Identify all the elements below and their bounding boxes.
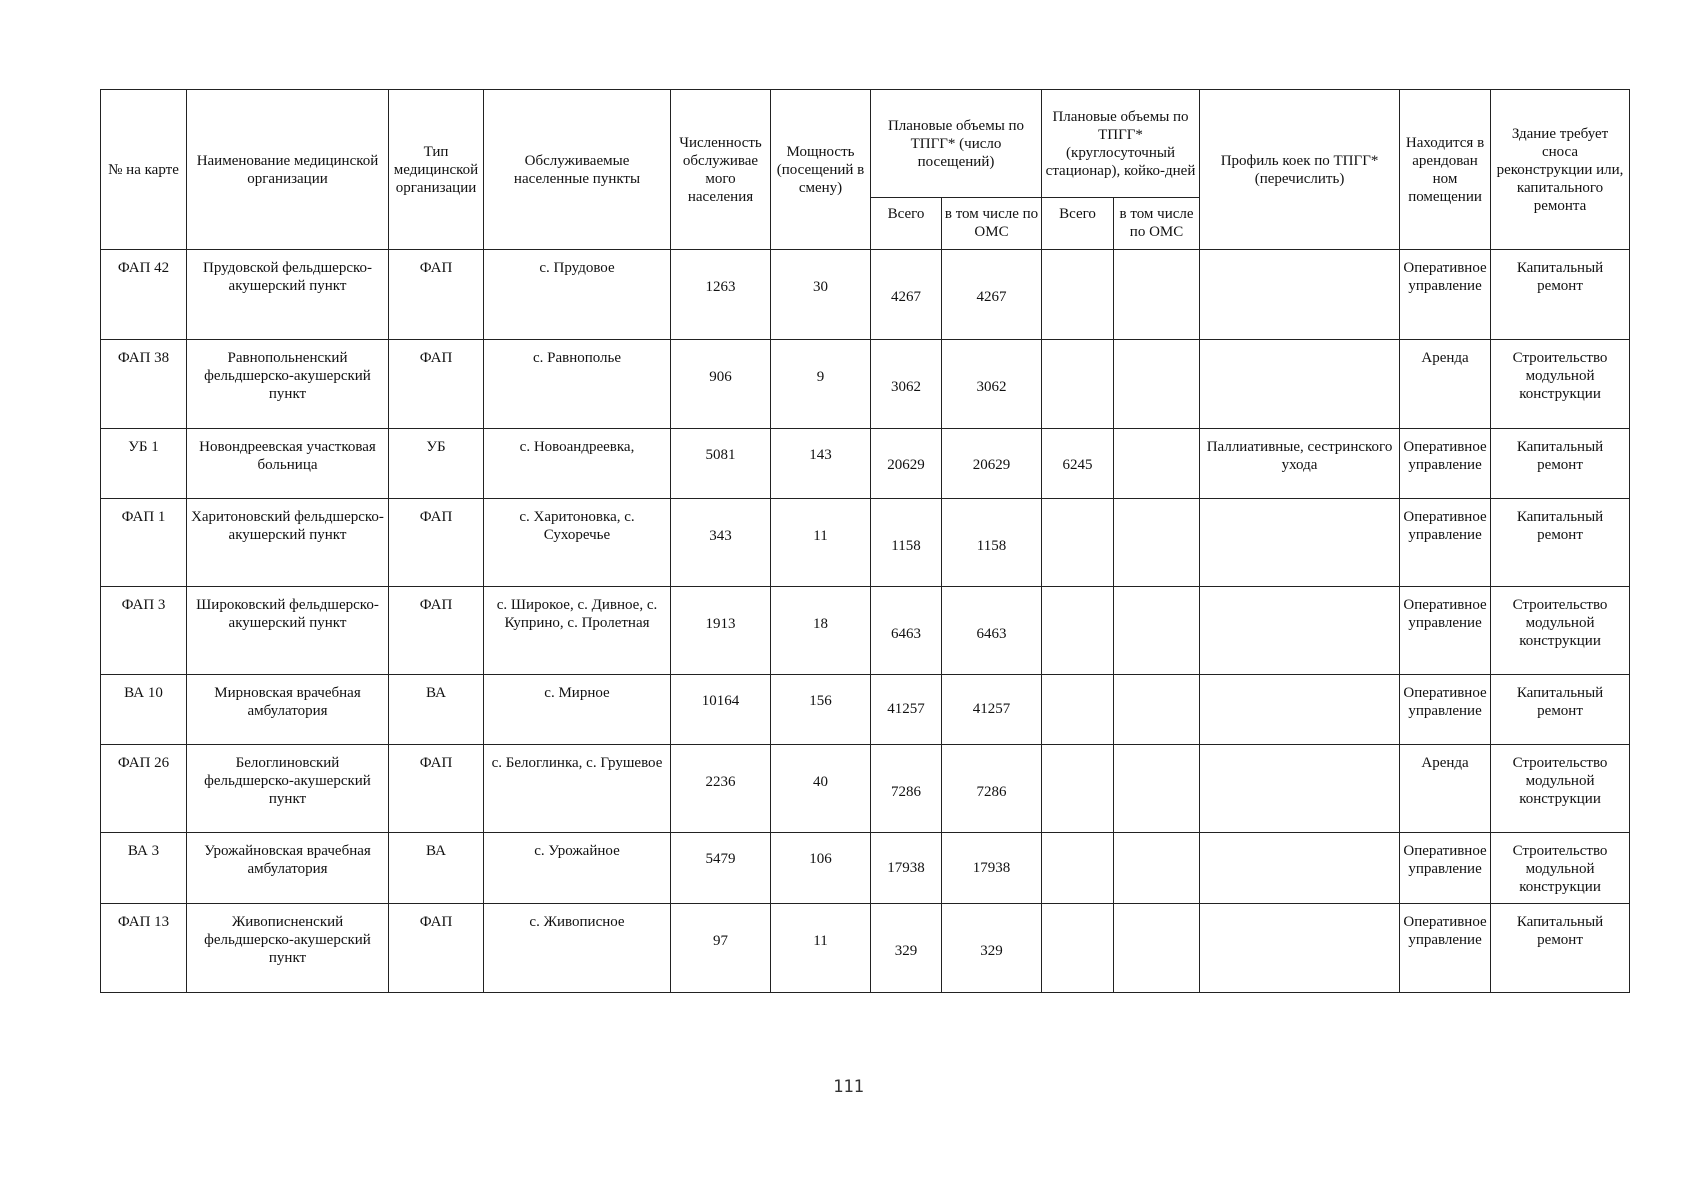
- cell-beds-total: [1042, 340, 1114, 429]
- cell-name: Мирновская врачебная амбулатория: [187, 675, 389, 745]
- table-row: [101, 499, 1630, 587]
- header-name: Наименование медицинской организации: [187, 90, 389, 250]
- cell-beds-total: [1042, 675, 1114, 745]
- cell-settlements: с. Харитоновка, с. Сухоречье: [484, 499, 671, 587]
- cell-beds-oms: [1114, 904, 1200, 993]
- cell-beds-oms: [1114, 340, 1200, 429]
- cell-premises: Оперативное управление: [1400, 833, 1491, 904]
- header-type: Тип медицинской организации: [389, 90, 484, 250]
- cell-premises: Оперативное управление: [1400, 904, 1491, 993]
- cell-visits-total: 329: [871, 904, 942, 993]
- cell-settlements: с. Белоглинка, с. Грушевое: [484, 745, 671, 833]
- cell-beds-oms: [1114, 587, 1200, 675]
- cell-population: 97: [671, 904, 771, 993]
- cell-type: ФАП: [389, 250, 484, 340]
- cell-population: 1263: [671, 250, 771, 340]
- cell-visits-oms: 7286: [942, 745, 1042, 833]
- cell-capacity: 11: [771, 499, 871, 587]
- table-row: [101, 675, 1630, 745]
- cell-capacity: 9: [771, 340, 871, 429]
- cell-visits-oms: 20629: [942, 429, 1042, 499]
- cell-visits-oms: 4267: [942, 250, 1042, 340]
- cell-beds-oms: [1114, 429, 1200, 499]
- cell-settlements: с. Мирное: [484, 675, 671, 745]
- cell-visits-oms: 329: [942, 904, 1042, 993]
- cell-visits-oms: 1158: [942, 499, 1042, 587]
- cell-population: 906: [671, 340, 771, 429]
- cell-settlements: с. Прудовое: [484, 250, 671, 340]
- cell-profile: [1200, 675, 1400, 745]
- cell-name: Белоглиновский фельдшерско-акушерский пункт: [187, 745, 389, 833]
- cell-settlements: с. Широкое, с. Дивное, с. Куприно, с. Пролетная: [484, 587, 671, 675]
- table-row: [101, 904, 1630, 993]
- table-row: [101, 340, 1630, 429]
- cell-name: Урожайновская врачебная амбулатория: [187, 833, 389, 904]
- cell-visits-oms: 41257: [942, 675, 1042, 745]
- header-visits-total: Всего: [871, 198, 942, 250]
- cell-visits-oms: 3062: [942, 340, 1042, 429]
- cell-building: Капитальный ремонт: [1491, 499, 1630, 587]
- table-row: [101, 587, 1630, 675]
- cell-settlements: с. Новоандреевка,: [484, 429, 671, 499]
- cell-population: 2236: [671, 745, 771, 833]
- cell-name: Харитоновский фельдшерско-акушерский пункт: [187, 499, 389, 587]
- cell-beds-total: [1042, 587, 1114, 675]
- header-beds-oms: в том числе по ОМС: [1114, 198, 1200, 250]
- cell-population: 10164: [671, 675, 771, 745]
- cell-type: УБ: [389, 429, 484, 499]
- cell-population: 343: [671, 499, 771, 587]
- cell-beds-oms: [1114, 745, 1200, 833]
- cell-visits-total: 20629: [871, 429, 942, 499]
- table-row: [101, 745, 1630, 833]
- cell-type: ФАП: [389, 340, 484, 429]
- header-settlements: Обслуживаемые населенные пункты: [484, 90, 671, 250]
- cell-map-no: ФАП 13: [101, 904, 187, 993]
- cell-type: ФАП: [389, 587, 484, 675]
- cell-profile: [1200, 499, 1400, 587]
- table-row: [101, 250, 1630, 340]
- header-capacity: Мощность (посещений в смену): [771, 90, 871, 250]
- cell-type: ФАП: [389, 499, 484, 587]
- cell-capacity: 106: [771, 833, 871, 904]
- cell-profile: [1200, 250, 1400, 340]
- cell-premises: Оперативное управление: [1400, 429, 1491, 499]
- header-visits-oms: в том числе по ОМС: [942, 198, 1042, 250]
- header-beds-total: Всего: [1042, 198, 1114, 250]
- cell-name: Живописненский фельдшерско-акушерский пункт: [187, 904, 389, 993]
- cell-population: 5479: [671, 833, 771, 904]
- header-population: Численность обслуживае мого населения: [671, 90, 771, 250]
- cell-beds-oms: [1114, 833, 1200, 904]
- cell-premises: Оперативное управление: [1400, 587, 1491, 675]
- cell-profile: [1200, 833, 1400, 904]
- cell-visits-total: 17938: [871, 833, 942, 904]
- page-number: 111: [833, 1077, 864, 1097]
- cell-visits-total: 1158: [871, 499, 942, 587]
- cell-name: Равнопольненский фельдшерско-акушерский пункт: [187, 340, 389, 429]
- header-bed-days: Плановые объемы по ТПГГ* (круглосуточный стационар), койко-дней: [1042, 90, 1200, 198]
- cell-building: Строительство модульной конструкции: [1491, 587, 1630, 675]
- cell-type: ВА: [389, 675, 484, 745]
- header-bed-profile: Профиль коек по ТПГГ* (перечислить): [1200, 90, 1400, 250]
- cell-capacity: 30: [771, 250, 871, 340]
- cell-map-no: ВА 10: [101, 675, 187, 745]
- cell-premises: Аренда: [1400, 340, 1491, 429]
- cell-beds-total: [1042, 745, 1114, 833]
- cell-premises: Оперативное управление: [1400, 675, 1491, 745]
- cell-visits-oms: 6463: [942, 587, 1042, 675]
- cell-profile: [1200, 340, 1400, 429]
- header-leased: Находится в арендован ном помещении: [1400, 90, 1491, 250]
- cell-capacity: 143: [771, 429, 871, 499]
- cell-beds-total: [1042, 250, 1114, 340]
- cell-premises: Аренда: [1400, 745, 1491, 833]
- cell-visits-total: 7286: [871, 745, 942, 833]
- cell-capacity: 18: [771, 587, 871, 675]
- cell-type: ФАП: [389, 745, 484, 833]
- cell-beds-total: 6245: [1042, 429, 1114, 499]
- header-visits: Плановые объемы по ТПГГ* (число посещений): [871, 90, 1042, 198]
- cell-visits-oms: 17938: [942, 833, 1042, 904]
- cell-capacity: 156: [771, 675, 871, 745]
- cell-premises: Оперативное управление: [1400, 499, 1491, 587]
- cell-beds-total: [1042, 499, 1114, 587]
- header-map-no: № на карте: [101, 90, 187, 250]
- cell-capacity: 11: [771, 904, 871, 993]
- cell-map-no: ФАП 38: [101, 340, 187, 429]
- cell-map-no: ФАП 26: [101, 745, 187, 833]
- cell-population: 5081: [671, 429, 771, 499]
- cell-name: Прудовской фельдшерско-акушерский пункт: [187, 250, 389, 340]
- table-row: [101, 429, 1630, 499]
- cell-visits-total: 41257: [871, 675, 942, 745]
- cell-beds-oms: [1114, 250, 1200, 340]
- cell-name: Широковский фельдшерско-акушерский пункт: [187, 587, 389, 675]
- cell-map-no: ВА 3: [101, 833, 187, 904]
- cell-settlements: с. Живописное: [484, 904, 671, 993]
- cell-map-no: ФАП 3: [101, 587, 187, 675]
- cell-building: Капитальный ремонт: [1491, 250, 1630, 340]
- cell-building: Капитальный ремонт: [1491, 904, 1630, 993]
- cell-settlements: с. Урожайное: [484, 833, 671, 904]
- table-header: [101, 90, 1630, 250]
- cell-capacity: 40: [771, 745, 871, 833]
- cell-beds-oms: [1114, 675, 1200, 745]
- cell-beds-oms: [1114, 499, 1200, 587]
- cell-map-no: ФАП 1: [101, 499, 187, 587]
- cell-visits-total: 3062: [871, 340, 942, 429]
- cell-profile: [1200, 745, 1400, 833]
- cell-population: 1913: [671, 587, 771, 675]
- cell-visits-total: 4267: [871, 250, 942, 340]
- cell-map-no: ФАП 42: [101, 250, 187, 340]
- cell-type: ФАП: [389, 904, 484, 993]
- medical-organizations-table: [100, 89, 1630, 993]
- cell-building: Капитальный ремонт: [1491, 429, 1630, 499]
- table-row: [101, 833, 1630, 904]
- cell-profile: Паллиативные, сестринского ухода: [1200, 429, 1400, 499]
- cell-building: Строительство модульной конструкции: [1491, 833, 1630, 904]
- cell-settlements: с. Равнополье: [484, 340, 671, 429]
- cell-name: Новондреевская участковая больница: [187, 429, 389, 499]
- header-building: Здание требует сноса реконструкции или, капитального ремонта: [1491, 90, 1630, 250]
- cell-type: ВА: [389, 833, 484, 904]
- cell-profile: [1200, 587, 1400, 675]
- cell-building: Капитальный ремонт: [1491, 675, 1630, 745]
- cell-beds-total: [1042, 833, 1114, 904]
- table-body: [101, 250, 1630, 993]
- cell-building: Строительство модульной конструкции: [1491, 340, 1630, 429]
- cell-profile: [1200, 904, 1400, 993]
- cell-visits-total: 6463: [871, 587, 942, 675]
- cell-map-no: УБ 1: [101, 429, 187, 499]
- cell-premises: Оперативное управление: [1400, 250, 1491, 340]
- cell-beds-total: [1042, 904, 1114, 993]
- cell-building: Строительство модульной конструкции: [1491, 745, 1630, 833]
